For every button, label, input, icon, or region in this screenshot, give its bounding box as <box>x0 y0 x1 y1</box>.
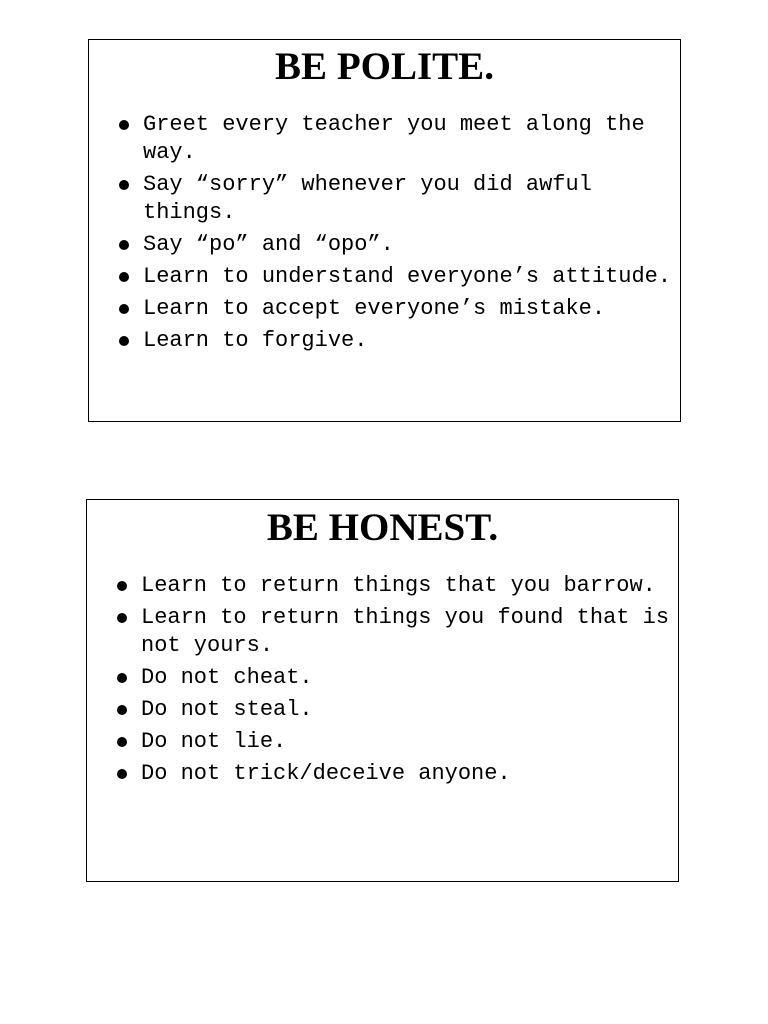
bullet-icon <box>119 304 129 314</box>
be-honest-title: BE HONEST. <box>266 506 499 549</box>
list-item <box>89 263 680 291</box>
bullet-icon <box>117 581 127 591</box>
bullet-icon <box>117 737 127 747</box>
list-item <box>89 231 680 259</box>
list-item <box>89 111 680 167</box>
bullet-icon <box>117 705 127 715</box>
list-item <box>89 295 680 323</box>
list-item-text: Do not cheat. <box>141 665 313 690</box>
list-item-text: Do not trick/deceive anyone. <box>141 761 511 786</box>
list-item-text: Do not steal. <box>141 697 313 722</box>
list-item <box>87 572 678 600</box>
list-item-text: Say “po” and “opo”. <box>143 232 394 257</box>
be-honest-list <box>87 572 678 788</box>
be-polite-card <box>88 39 681 422</box>
list-item-text: Greet every teacher you meet along the way. <box>143 112 645 165</box>
bullet-icon <box>119 180 129 190</box>
bullet-icon <box>119 120 129 130</box>
list-item-text: Say “sorry” whenever you did awful things. <box>143 172 592 225</box>
list-item-text: Learn to return things that you barrow. <box>141 573 656 598</box>
list-item-text: Do not lie. <box>141 729 287 754</box>
be-polite-list <box>89 111 680 355</box>
list-item <box>87 604 678 660</box>
list-item <box>87 696 678 724</box>
list-item <box>89 327 680 355</box>
list-item <box>89 171 680 227</box>
bullet-icon <box>119 272 129 282</box>
bullet-icon <box>117 673 127 683</box>
list-item <box>87 760 678 788</box>
list-item-text: Learn to understand everyone’s attitude. <box>143 264 672 289</box>
list-item-text: Learn to accept everyone’s mistake. <box>143 296 606 321</box>
be-honest-card <box>86 499 679 882</box>
list-item <box>87 664 678 692</box>
bullet-icon <box>117 613 127 623</box>
be-polite-title: BE POLITE. <box>275 45 494 88</box>
bullet-icon <box>119 240 129 250</box>
bullet-icon <box>119 336 129 346</box>
list-item-text: Learn to return things you found that is not yours. <box>141 605 670 658</box>
list-item <box>87 728 678 756</box>
bullet-icon <box>117 769 127 779</box>
list-item-text: Learn to forgive. <box>143 328 368 353</box>
